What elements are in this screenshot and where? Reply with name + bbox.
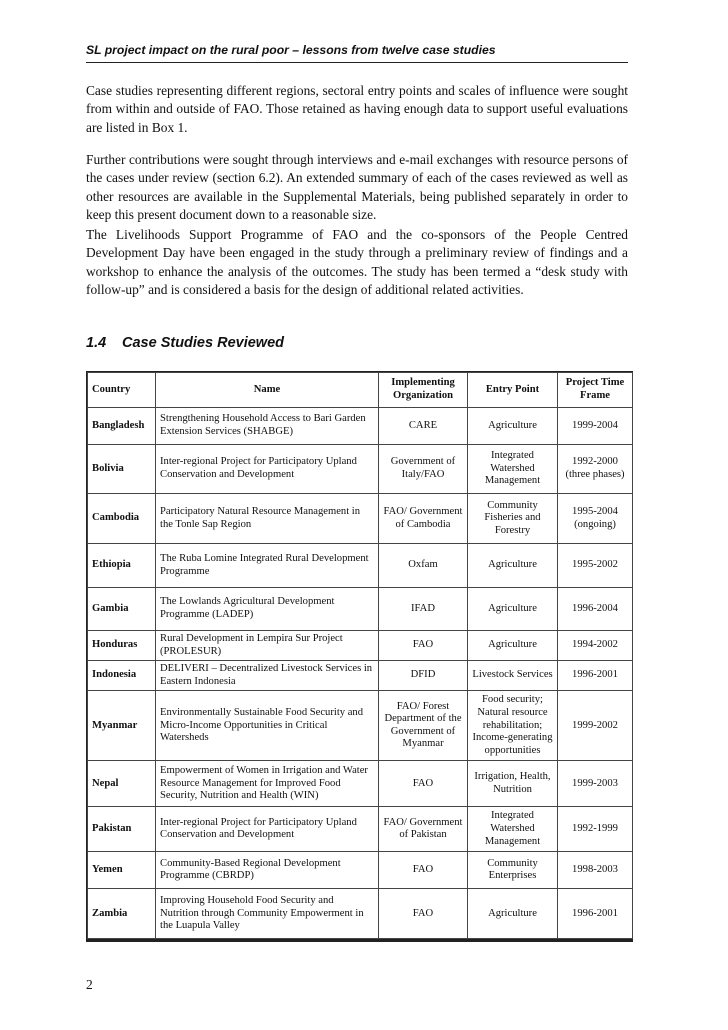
cell-entry-point: Food security; Natural resource rehabilitation; Income-generating opportunities xyxy=(468,691,558,761)
cell-entry-point: Agriculture xyxy=(468,544,558,588)
cell-organization: CARE xyxy=(379,408,468,445)
cell-entry-point: Livestock Services xyxy=(468,661,558,691)
cell-country: Bolivia xyxy=(88,445,156,494)
cell-organization: FAO/ Government of Cambodia xyxy=(379,494,468,544)
cell-time-frame: 1992-2000 (three phases) xyxy=(558,445,633,494)
cell-country: Nepal xyxy=(88,761,156,807)
cell-name: DELIVERI – Decentralized Livestock Services in Eastern Indonesia xyxy=(156,661,379,691)
case-studies-table xyxy=(87,372,633,939)
cell-country: Indonesia xyxy=(88,661,156,691)
table-row xyxy=(88,761,633,807)
cell-organization: FAO xyxy=(379,889,468,939)
cell-organization: Government of Italy/FAO xyxy=(379,445,468,494)
cell-entry-point: Community Enterprises xyxy=(468,852,558,889)
table-row xyxy=(88,889,633,939)
cell-entry-point: Irrigation, Health, Nutrition xyxy=(468,761,558,807)
cell-name: Inter-regional Project for Participatory Upland Conservation and Development xyxy=(156,445,379,494)
cell-time-frame: 1998-2003 xyxy=(558,852,633,889)
table-header-row xyxy=(88,373,633,408)
cell-name: Rural Development in Lempira Sur Project (PROLESUR) xyxy=(156,631,379,661)
table-row xyxy=(88,852,633,889)
cell-time-frame: 1996-2004 xyxy=(558,588,633,631)
section-title: Case Studies Reviewed xyxy=(122,335,284,351)
table-row xyxy=(88,544,633,588)
cell-time-frame: 1999-2002 xyxy=(558,691,633,761)
cell-organization: FAO xyxy=(379,761,468,807)
paragraph-livelihoods-support: The Livelihoods Support Programme of FAO and the co-sponsors of the People Centred Development Day have been engaged in the study through a preliminary review of findings and a workshop to enhance the analysis of the outcomes. The study has been termed a “desk study with follow-up” and is considered a basis for the design of additional related activities. xyxy=(86,227,628,298)
table-row xyxy=(88,588,633,631)
cell-time-frame: 1994-2002 xyxy=(558,631,633,661)
section-heading xyxy=(86,334,284,352)
table-row xyxy=(88,494,633,544)
column-header-time-frame: Project Time Frame xyxy=(558,373,633,408)
running-header: SL project impact on the rural poor – lessons from twelve case studies xyxy=(86,42,628,63)
cell-name: Environmentally Sustainable Food Security and Micro-Income Opportunities in Critical Watersheds xyxy=(156,691,379,761)
cell-country: Ethiopia xyxy=(88,544,156,588)
column-header-country: Country xyxy=(88,373,156,408)
cell-organization: FAO/ Government of Pakistan xyxy=(379,807,468,852)
column-header-name: Name xyxy=(156,373,379,408)
column-header-entry-point: Entry Point xyxy=(468,373,558,408)
cell-time-frame: 1995-2004 (ongoing) xyxy=(558,494,633,544)
cell-organization: Oxfam xyxy=(379,544,468,588)
cell-name: Empowerment of Women in Irrigation and Water Resource Management for Improved Food Security, Nutrition and Health (WIN) xyxy=(156,761,379,807)
cell-entry-point: Agriculture xyxy=(468,408,558,445)
cell-entry-point: Integrated Watershed Management xyxy=(468,807,558,852)
cell-name: Community-Based Regional Development Programme (CBRDP) xyxy=(156,852,379,889)
paragraph-case-selection: Case studies representing different regions, sectoral entry points and scales of influence were sought from within and outside of FAO. Those retained as having enough data to support useful evaluations are listed in Box 1. xyxy=(86,83,628,135)
cell-name: The Lowlands Agricultural Development Programme (LADEP) xyxy=(156,588,379,631)
cell-country: Cambodia xyxy=(88,494,156,544)
table-row xyxy=(88,661,633,691)
table-row xyxy=(88,445,633,494)
cell-time-frame: 1996-2001 xyxy=(558,661,633,691)
cell-time-frame: 1996-2001 xyxy=(558,889,633,939)
cell-time-frame: 1992-1999 xyxy=(558,807,633,852)
case-studies-table-frame xyxy=(86,371,633,942)
cell-country: Myanmar xyxy=(88,691,156,761)
cell-organization: FAO xyxy=(379,631,468,661)
cell-name: Inter-regional Project for Participatory Upland Conservation and Development xyxy=(156,807,379,852)
cell-time-frame: 1995-2002 xyxy=(558,544,633,588)
cell-organization: FAO xyxy=(379,852,468,889)
section-number: 1.4 xyxy=(86,335,107,351)
cell-time-frame: 1999-2004 xyxy=(558,408,633,445)
cell-country: Bangladesh xyxy=(88,408,156,445)
cell-entry-point: Agriculture xyxy=(468,889,558,939)
table-row xyxy=(88,408,633,445)
paragraph-further-contributions: Further contributions were sought through interviews and e-mail exchanges with resource persons of the cases under review (section 6.2). An extended summary of each of the cases reviewed as well as other resources are available in the Supplemental Materials, being published separately in order to keep this present document down to a reasonable size. xyxy=(86,152,628,223)
cell-time-frame: 1999-2003 xyxy=(558,761,633,807)
cell-name: Strengthening Household Access to Bari Garden Extension Services (SHABGE) xyxy=(156,408,379,445)
cell-country: Yemen xyxy=(88,852,156,889)
cell-country: Zambia xyxy=(88,889,156,939)
cell-organization: IFAD xyxy=(379,588,468,631)
cell-country: Gambia xyxy=(88,588,156,631)
cell-name: Participatory Natural Resource Management in the Tonle Sap Region xyxy=(156,494,379,544)
cell-entry-point: Agriculture xyxy=(468,588,558,631)
cell-entry-point: Community Fisheries and Forestry xyxy=(468,494,558,544)
cell-organization: FAO/ Forest Department of the Government of Myanmar xyxy=(379,691,468,761)
page-number: 2 xyxy=(86,977,93,992)
cell-entry-point: Agriculture xyxy=(468,631,558,661)
cell-organization: DFID xyxy=(379,661,468,691)
cell-entry-point: Integrated Watershed Management xyxy=(468,445,558,494)
cell-country: Honduras xyxy=(88,631,156,661)
cell-name: The Ruba Lomine Integrated Rural Development Programme xyxy=(156,544,379,588)
table-row xyxy=(88,807,633,852)
cell-country: Pakistan xyxy=(88,807,156,852)
table-row xyxy=(88,691,633,761)
cell-name: Improving Household Food Security and Nutrition through Community Empowerment in the Luapula Valley xyxy=(156,889,379,939)
column-header-organization: Implementing Organization xyxy=(379,373,468,408)
table-row xyxy=(88,631,633,661)
